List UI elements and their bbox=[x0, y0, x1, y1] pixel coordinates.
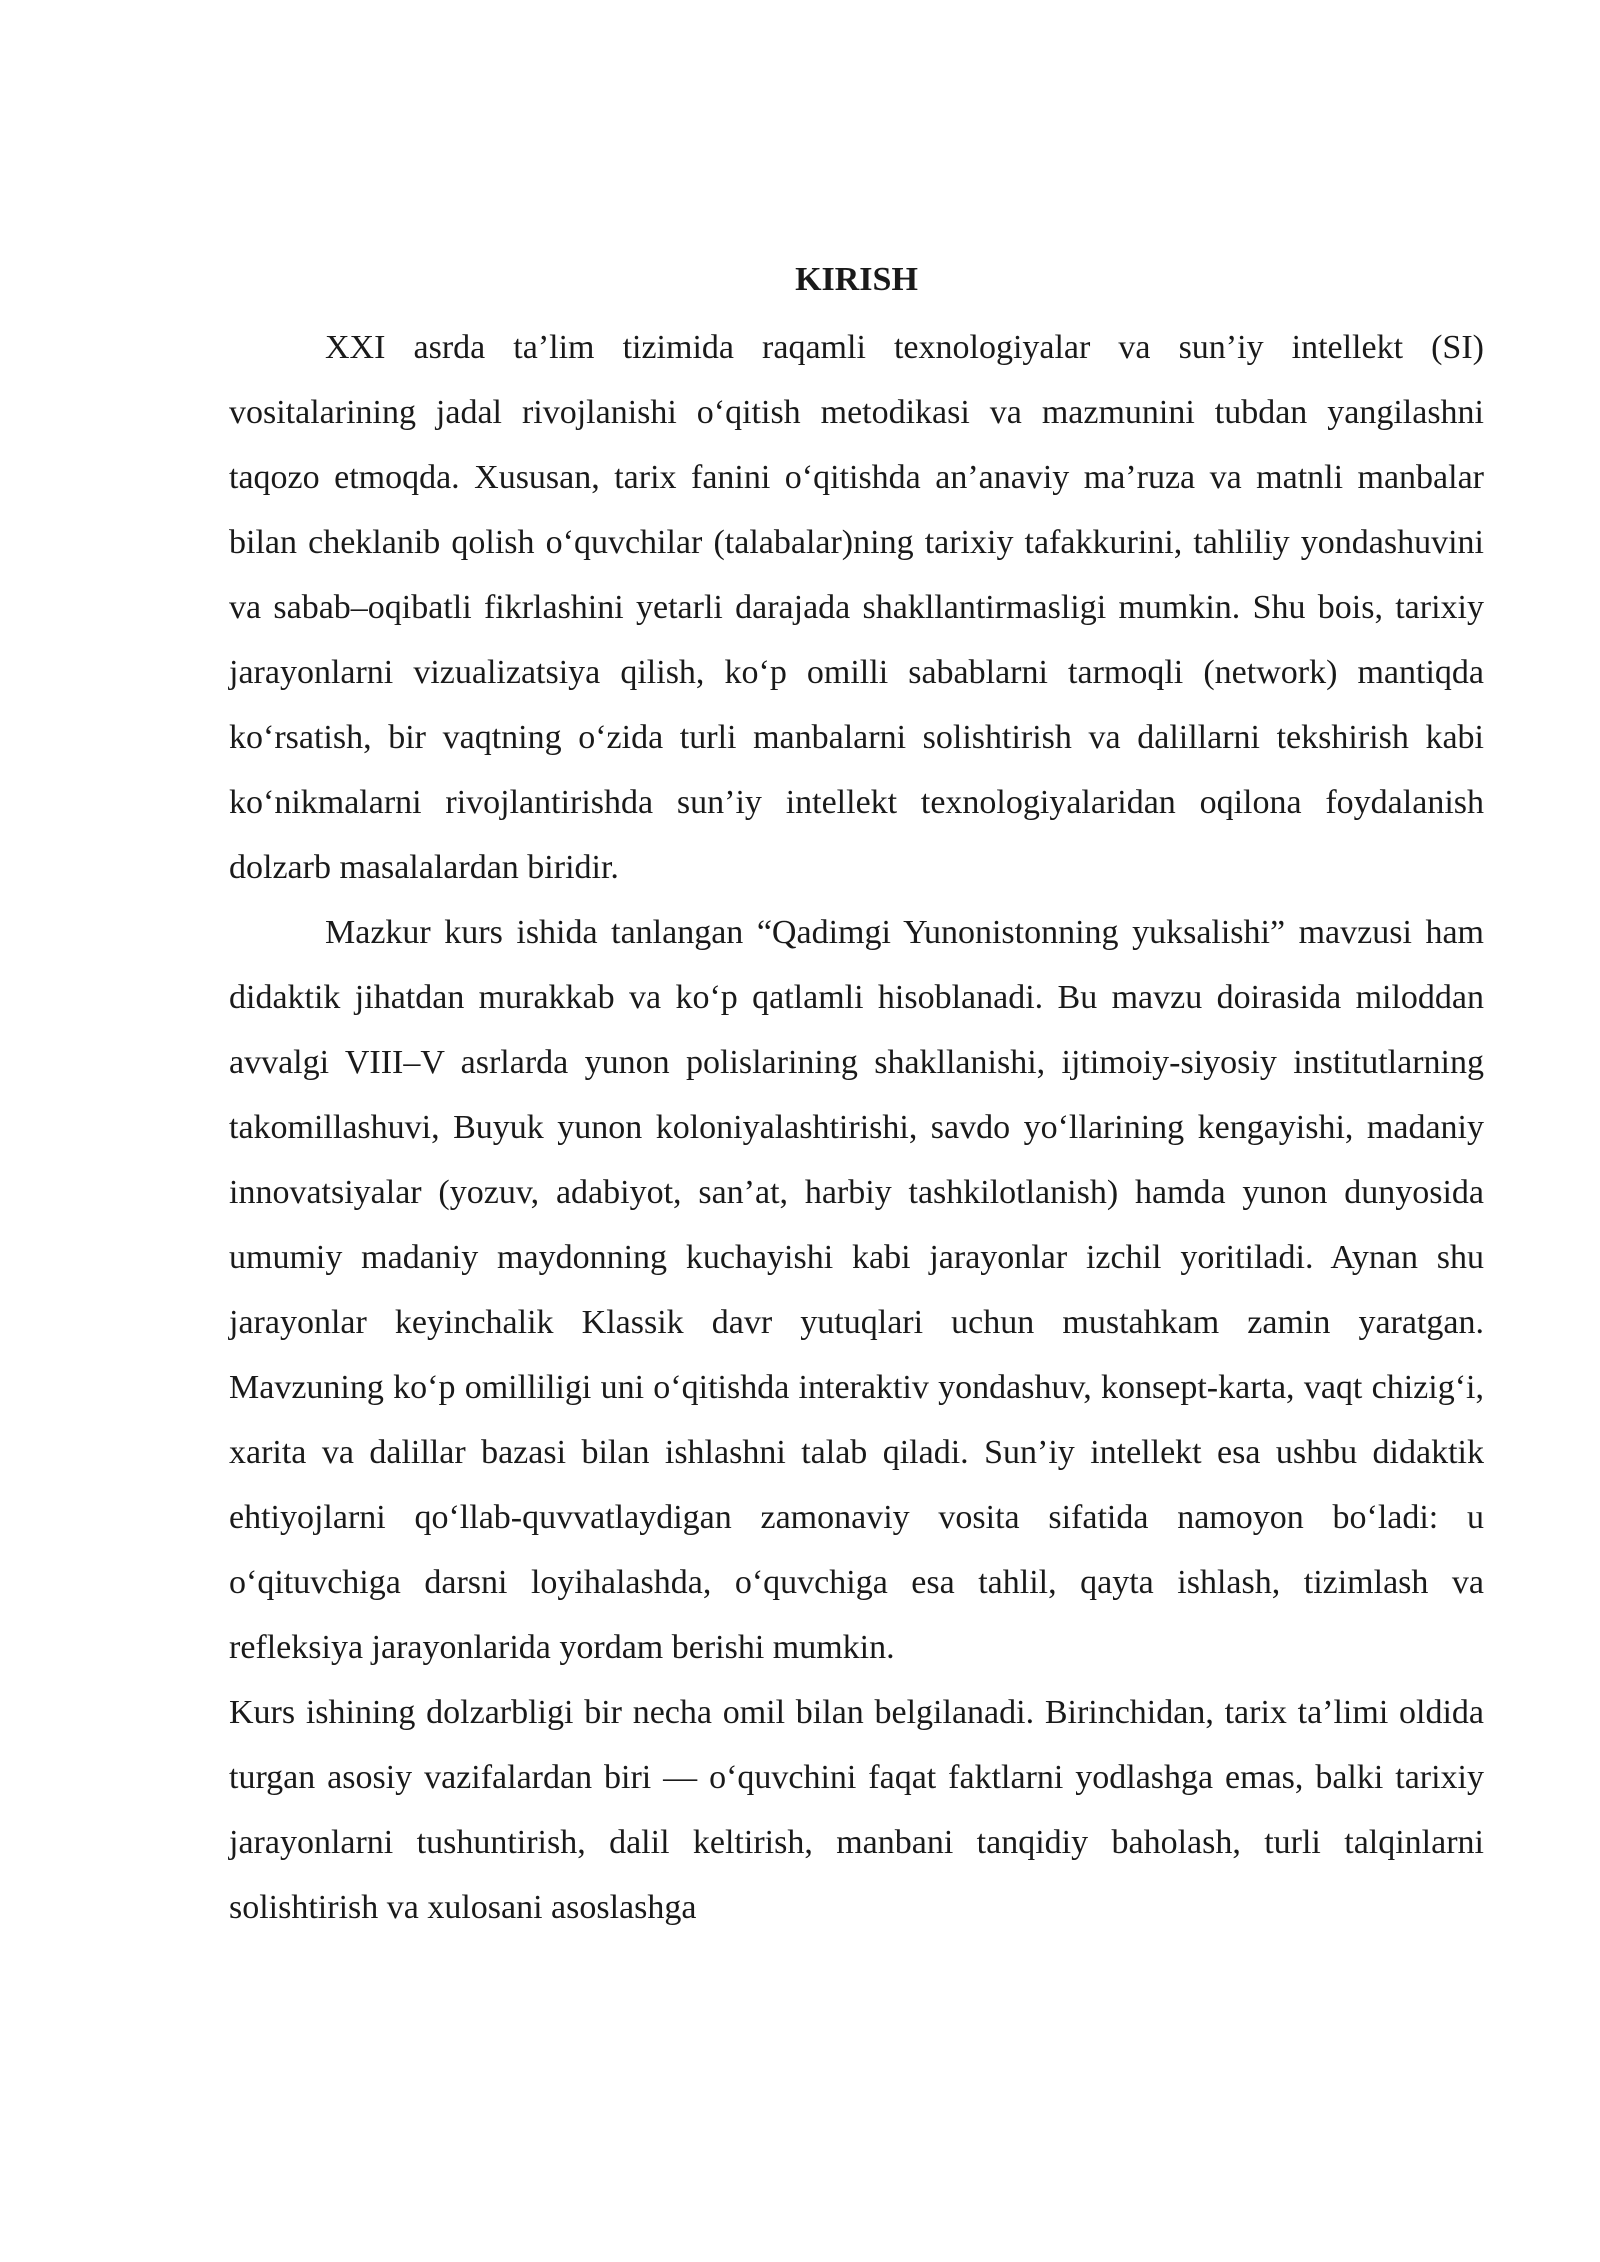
page-title: KIRISH bbox=[795, 261, 918, 298]
paragraph-topic: Mazkur kurs ishida tanlangan “Qadimgi Yunonistonning yuksalishi” mavzusi ham didaktik jihatdan murakkab va ko‘p qatlamli hisoblanadi. Bu mavzu doirasida miloddan avvalgi VIII–V asrlarda yunon polislarining shakllanishi, ijtimoiy-siyosiy institutlarning takomillashuvi, Buyuk yunon koloniyalashtirishi, savdo yo‘llarining kengayishi, madaniy innovatsiyalar (yozuv, adabiyot, san’at, harbiy tashkilotlanish) hamda yunon dunyosida umumiy madaniy maydonning kuchayishi kabi jarayonlar izchil yoritiladi. Aynan shu jarayonlar keyinchalik Klassik davr yutuqlari uchun mustahkam zamin yaratgan. Mavzuning ko‘p omilliligi uni o‘qitishda interaktiv yondashuv, konsept-karta, vaqt chizig‘i, xarita va dalillar bazasi bilan ishlashni talab qiladi. Sun’iy intellekt esa ushbu didaktik ehtiyojlarni qo‘llab-quvvatlaydigan zamonaviy vosita sifatida namoyon bo‘ladi: u o‘qituvchiga darsni loyihalashda, o‘quvchiga esa tahlil, qayta ishlash, tizimlash va refleksiya jarayonlarida yordam berishi mumkin. bbox=[229, 914, 1484, 1666]
paragraph-relevance: Kurs ishining dolzarbligi bir necha omil bilan belgilanadi. Birinchidan, tarix ta’limi oldida turgan asosiy vazifalardan biri — o‘quvchini faqat faktlarni yodlashga emas, balki tarixiy jarayonlarni tushuntirish, dalil keltirish, manbani tanqidiy baholash, turli talqinlarni solishtirish va xulosani asoslashga bbox=[229, 1694, 1484, 1926]
paragraph-intro: XXI asrda ta’lim tizimida raqamli texnologiyalar va sun’iy intellekt (SI) vositalarining jadal rivojlanishi o‘qitish metodikasi va mazmunini tubdan yangilashni taqozo etmoqda. Xususan, tarix fanini o‘qitishda an’anaviy ma’ruza va matnli manbalar bilan cheklanib qolish o‘quvchilar (talabalar)ning tarixiy tafakkurini, tahliliy yondashuvini va sabab–oqibatli fikrlashini yetarli darajada shakllantirmasligi mumkin. Shu bois, tarixiy jarayonlarni vizualizatsiya qilish, ko‘p omilli sabablarni tarmoqli (network) mantiqda ko‘rsatish, bir vaqtning o‘zida turli manbalarni solishtirish va dalillarni tekshirish kabi ko‘nikmalarni rivojlantirishda sun’iy intellekt texnologiyalaridan oqilona foydalanish dolzarb masalalardan biridir. bbox=[229, 329, 1484, 886]
document-body bbox=[229, 250, 1484, 1940]
